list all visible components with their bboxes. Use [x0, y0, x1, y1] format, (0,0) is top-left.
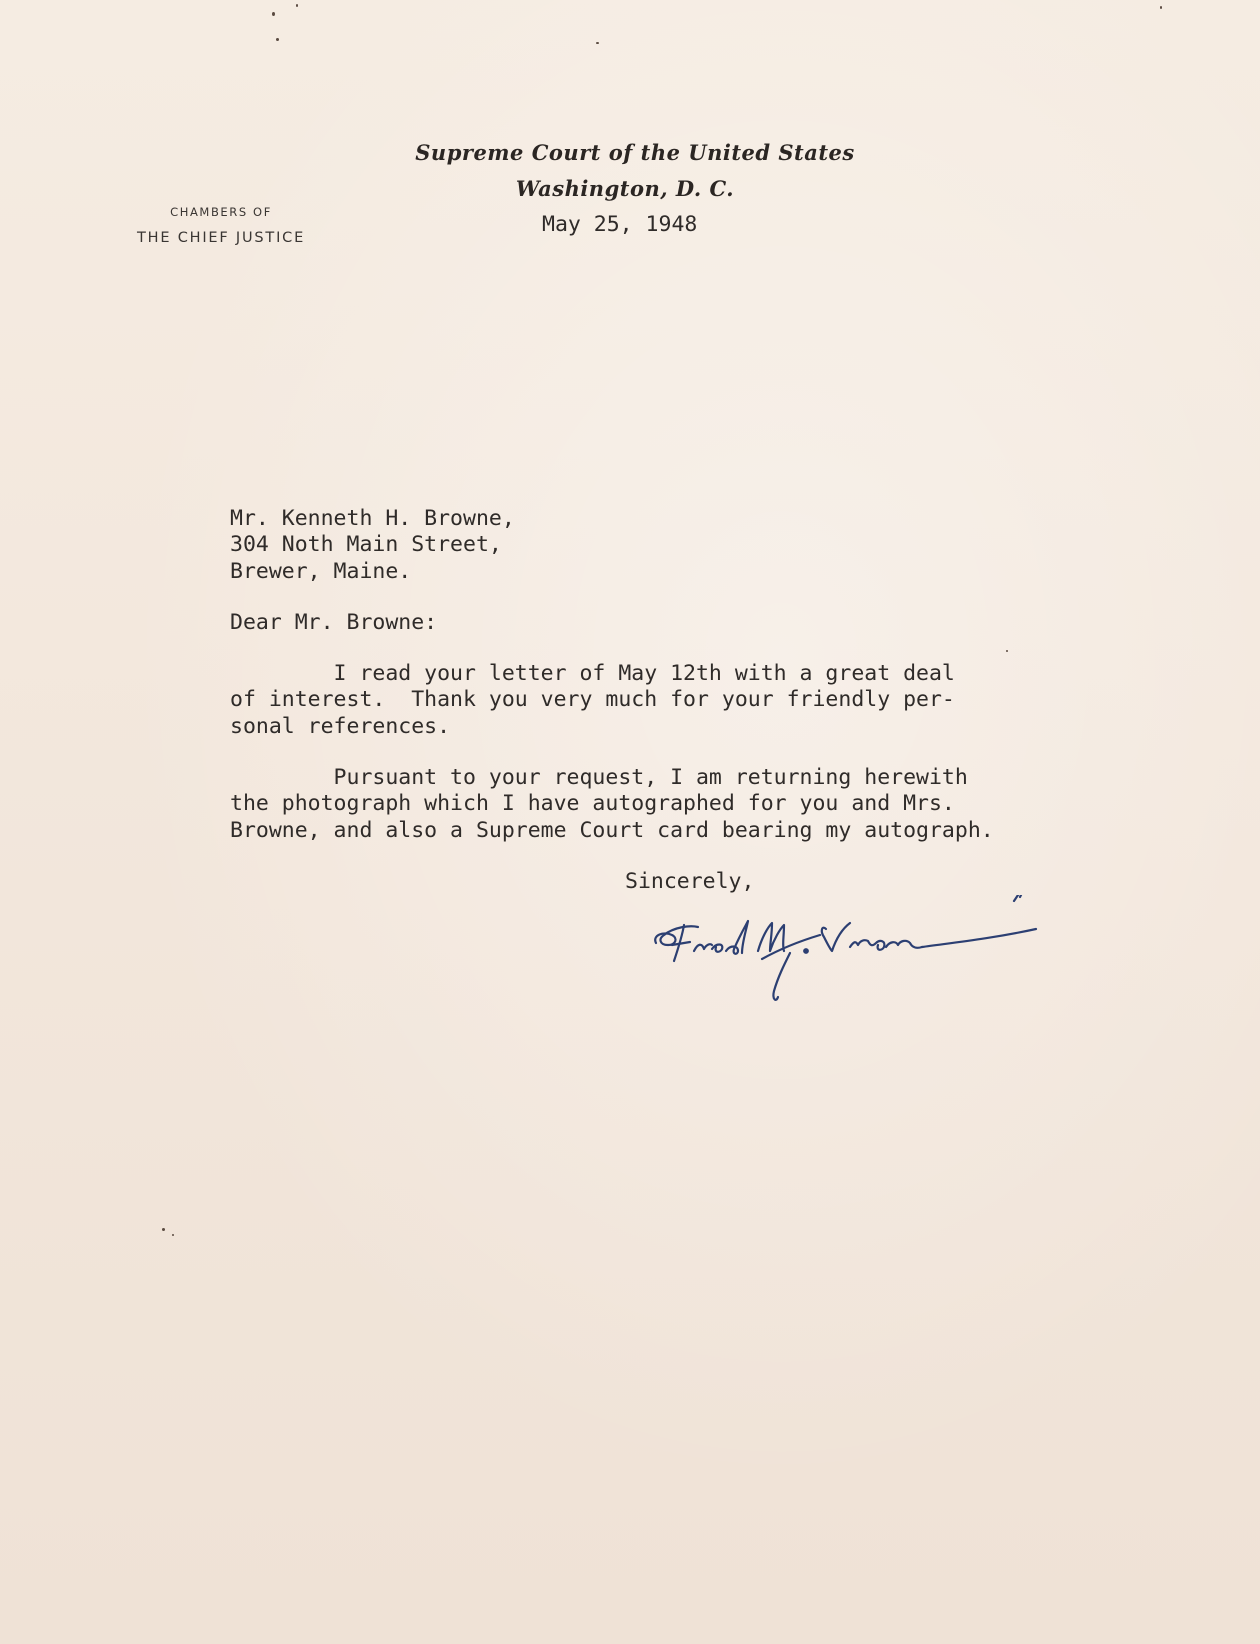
- letterhead-court-city: Washington, D. C.: [515, 176, 735, 201]
- letter-date: May 25, 1948: [542, 212, 698, 237]
- letterhead-chief-justice: THE CHIEF JUSTICE: [136, 230, 306, 246]
- paragraph-2-line-3: Browne, and also a Supreme Court card bearing my autograph.: [230, 818, 994, 843]
- paragraph-1-line-2: of interest. Thank you very much for your friendly per-: [230, 687, 955, 712]
- handwritten-signature: [650, 895, 1090, 1025]
- recipient-name: Mr. Kenneth H. Browne,: [230, 506, 515, 531]
- salutation: Dear Mr. Browne:: [230, 610, 438, 635]
- letterhead-chambers-of: CHAMBERS OF: [170, 205, 272, 219]
- recipient-street: 304 Noth Main Street,: [230, 532, 502, 557]
- letterhead-court-name: Supreme Court of the United States: [415, 140, 855, 165]
- paragraph-1-line-3: sonal references.: [230, 714, 451, 739]
- closing: Sincerely,: [625, 869, 755, 894]
- recipient-city: Brewer, Maine.: [230, 559, 412, 584]
- paragraph-2-line-2: the photograph which I have autographed for you and Mrs.: [230, 791, 955, 816]
- paragraph-2-line-1: Pursuant to your request, I am returning herewith: [230, 765, 968, 790]
- paragraph-1-line-1: I read your letter of May 12th with a great deal: [230, 661, 955, 686]
